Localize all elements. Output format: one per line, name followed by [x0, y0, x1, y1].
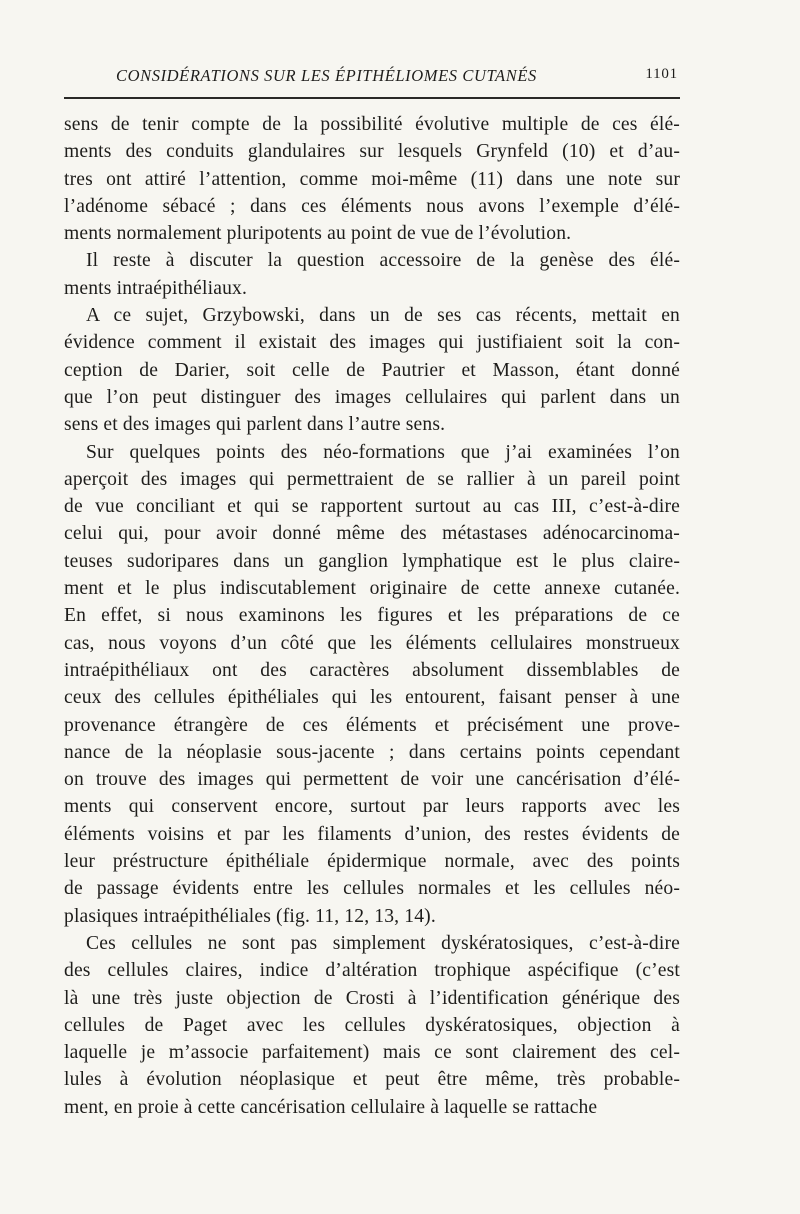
text-line: Ces cellules ne sont pas simplement dyskératosiques, c’est-à-dire: [86, 932, 680, 954]
text-line: laquelle je m’associe parfaitement) mais ce sont clairement des cel-: [64, 1042, 680, 1064]
text-line: intraépithéliaux ont des caractères absolument dissemblables de: [64, 659, 680, 681]
text-line: Sur quelques points des néo-formations que j’ai examinées l’on: [86, 441, 680, 463]
text-line: des cellules claires, indice d’altération trophique aspécifique (c’est: [64, 960, 680, 982]
text-line: En effet, si nous examinons les figures et les préparations de ce: [64, 605, 680, 627]
text-line: nance de la néoplasie sous-jacente ; dans certains points cependant: [64, 741, 680, 763]
text-line: là une très juste objection de Crosti à l’identification générique des: [64, 987, 680, 1009]
text-line: on trouve des images qui permettent de voir une cancérisation d’élé-: [64, 769, 680, 791]
text-line: ments qui conservent encore, surtout par leurs rapports avec les: [64, 796, 680, 818]
text-line: ments des conduits glandulaires sur lesquels Grynfeld (10) et d’au-: [64, 141, 680, 163]
text-line: ments intraépithéliaux.: [64, 277, 248, 299]
text-line: plasiques intraépithéliales (fig. 11, 12, 13, 14).: [64, 905, 436, 927]
paragraph: [64, 247, 680, 302]
text-line: leur préstructure épithéliale épidermique normale, avec des points: [64, 851, 680, 873]
running-header: [116, 62, 678, 88]
text-line: Il reste à discuter la question accessoire de la genèse des élé-: [86, 250, 680, 272]
text-line: A ce sujet, Grzybowski, dans un de ses cas récents, mettait en: [86, 305, 680, 327]
paragraph: [64, 302, 680, 438]
text-line: éléments voisins et par les filaments d’union, des restes évidents de: [64, 823, 680, 845]
text-line: aperçoit des images qui permettraient de se rallier à un pareil point: [64, 468, 680, 490]
page-number: 1101: [645, 66, 678, 82]
running-title: CONSIDÉRATIONS SUR LES ÉPITHÉLIOMES CUTANÉS: [116, 66, 537, 85]
text-line: ceux des cellules épithéliales qui les entourent, faisant penser à une: [64, 687, 680, 709]
paragraph: [64, 930, 680, 1121]
text-line: cas, nous voyons d’un côté que les éléments cellulaires monstrueux: [64, 632, 680, 654]
text-line: teuses sudoripares dans un ganglion lymphatique est le plus claire-: [64, 550, 680, 572]
paragraph: [64, 111, 680, 247]
body-text: [64, 111, 680, 1121]
text-line: que l’on peut distinguer des images cellulaires qui parlent dans un: [64, 386, 680, 408]
text-line: tres ont attiré l’attention, comme moi-même (11) dans une note sur: [64, 168, 680, 190]
text-line: de passage évidents entre les cellules normales et les cellules néo-: [64, 878, 680, 900]
text-line: ments normalement pluripotents au point de vue de l’évolution.: [64, 223, 572, 245]
text-line: l’adénome sébacé ; dans ces éléments nous avons l’exemple d’élé-: [64, 195, 680, 217]
paragraph: [64, 439, 680, 930]
header-rule: [64, 97, 680, 99]
text-line: sens et des images qui parlent dans l’autre sens.: [64, 414, 446, 436]
text-line: cellules de Paget avec les cellules dyskératosiques, objection à: [64, 1014, 680, 1036]
text-line: ception de Darier, soit celle de Pautrier et Masson, étant donné: [64, 359, 680, 381]
text-line: ment, en proie à cette cancérisation cellulaire à laquelle se rattache: [64, 1096, 598, 1118]
text-line: évidence comment il existait des images qui justifiaient soit la con-: [64, 332, 680, 354]
text-line: ment et le plus indiscutablement originaire de cette annexe cutanée.: [64, 578, 680, 600]
text-line: provenance étrangère de ces éléments et précisément une prove-: [64, 714, 680, 736]
text-line: de vue conciliant et qui se rapportent surtout au cas III, c’est-à-dire: [64, 496, 680, 518]
text-line: sens de tenir compte de la possibilité évolutive multiple de ces élé-: [64, 114, 680, 135]
text-line: celui qui, pour avoir donné même des métastases adénocarcinoma-: [64, 523, 680, 545]
text-line: lules à évolution néoplasique et peut être même, très probable-: [64, 1069, 680, 1091]
